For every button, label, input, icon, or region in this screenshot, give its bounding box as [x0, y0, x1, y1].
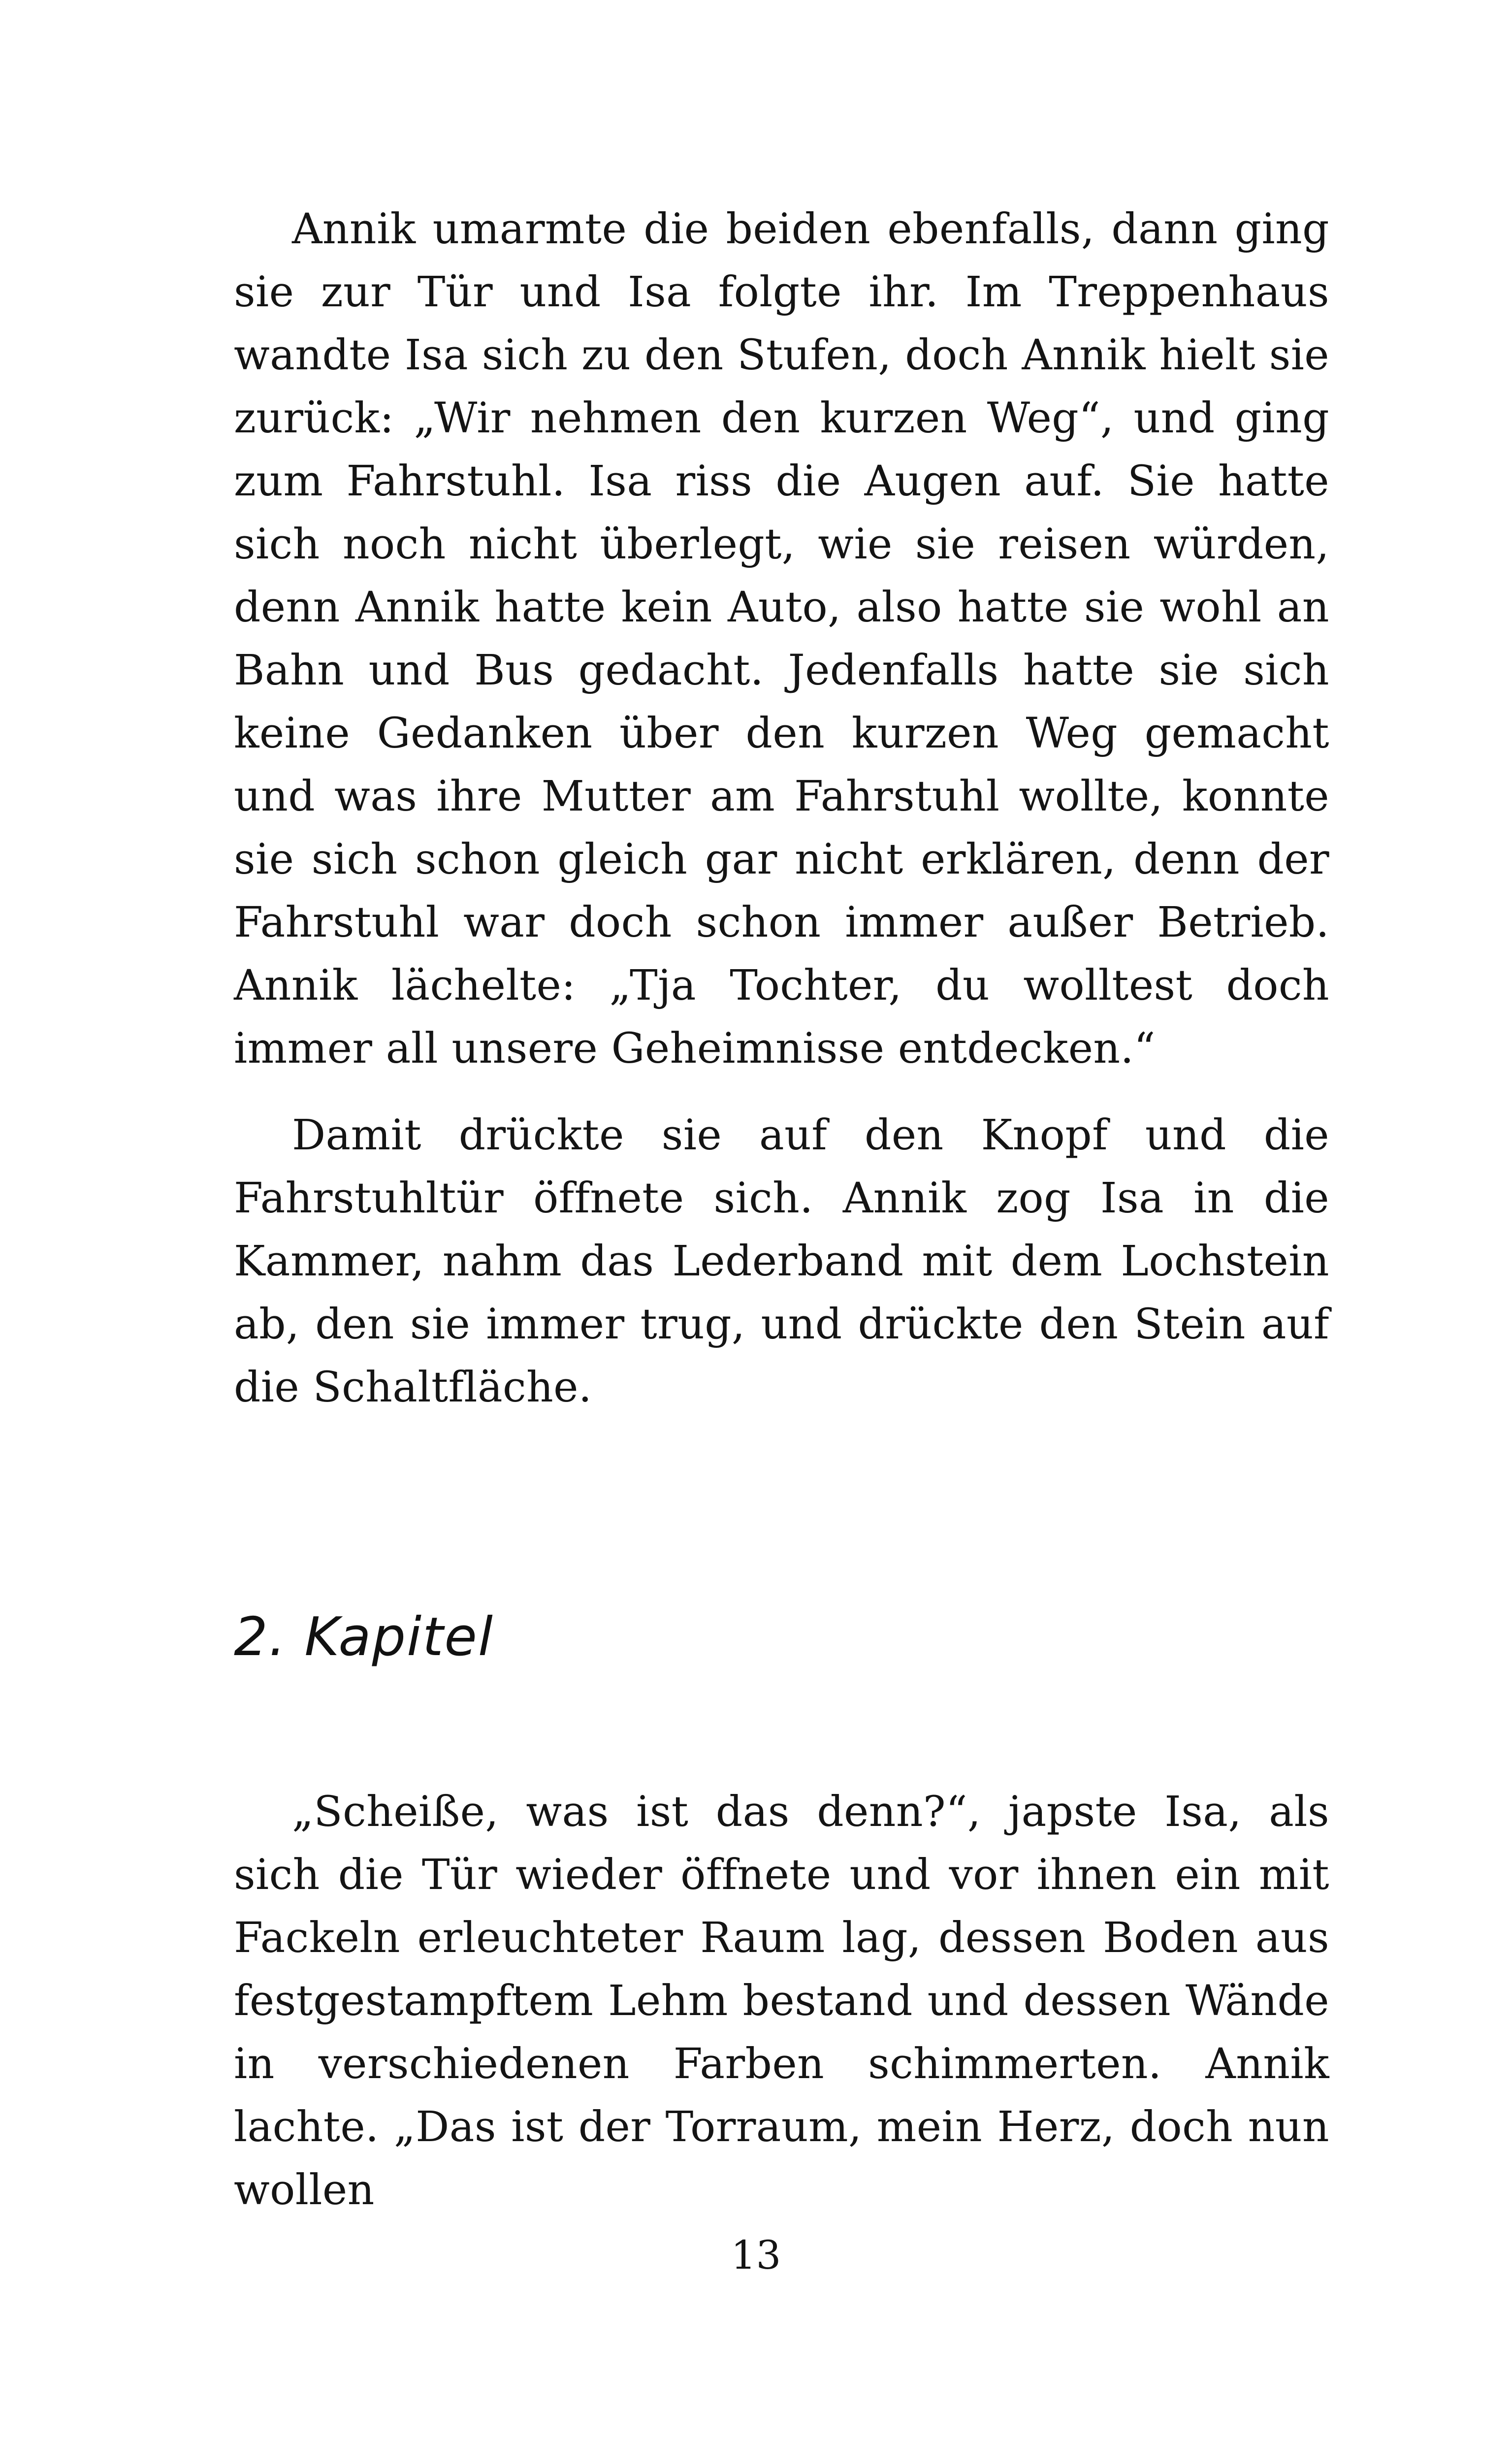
text-block-after-chapter — [234, 1781, 1329, 2222]
paragraph: „Scheiße, was ist das denn?“, japste Isa, als sich die Tür wieder öffnete und vor ihnen ein mit Fackeln erleuchteter Raum lag, dessen Boden aus festgestampftem Lehm bestand und dessen Wände in verschiedenen Farben schimmerten. Annik lachte. „Das ist der Torraum, mein Herz, doch nun wollen — [234, 1788, 1329, 2215]
paragraph: Damit drückte sie auf den Knopf und die Fahrstuhltür öffnete sich. Annik zog Isa in die Kammer, nahm das Lederband mit dem Lochstein ab, den sie immer trug, und drückte den Stein auf die Schaltfläche. — [234, 1111, 1329, 1412]
paragraph: Annik umarmte die beiden ebenfalls, dann ging sie zur Tür und Isa folgte ihr. Im Treppenhaus wandte Isa sich zu den Stufen, doch Annik hielt sie zurück: „Wir nehmen den kurzen Weg“, und ging zum Fahrstuhl. Isa riss die Augen auf. Sie hatte sich noch nicht überlegt, wie sie reisen würden, denn Annik hatte kein Auto, also hatte sie wohl an Bahn und Bus gedacht. Jedenfalls hatte sie sich keine Gedanken über den kurzen Weg gemacht und was ihre Mutter am Fahrstuhl wollte, konnte sie sich schon gleich gar nicht erklären, denn der Fahrstuhl war doch schon immer außer Betrieb. Annik lächelte: „Tja Tochter, du wolltest doch immer all unsere Geheimnisse entdecken.“ — [234, 205, 1329, 1073]
chapter-heading: 2. Kapitel — [234, 1606, 494, 1668]
page-number: 13 — [731, 2232, 781, 2278]
text-block-before-chapter — [234, 198, 1329, 1419]
